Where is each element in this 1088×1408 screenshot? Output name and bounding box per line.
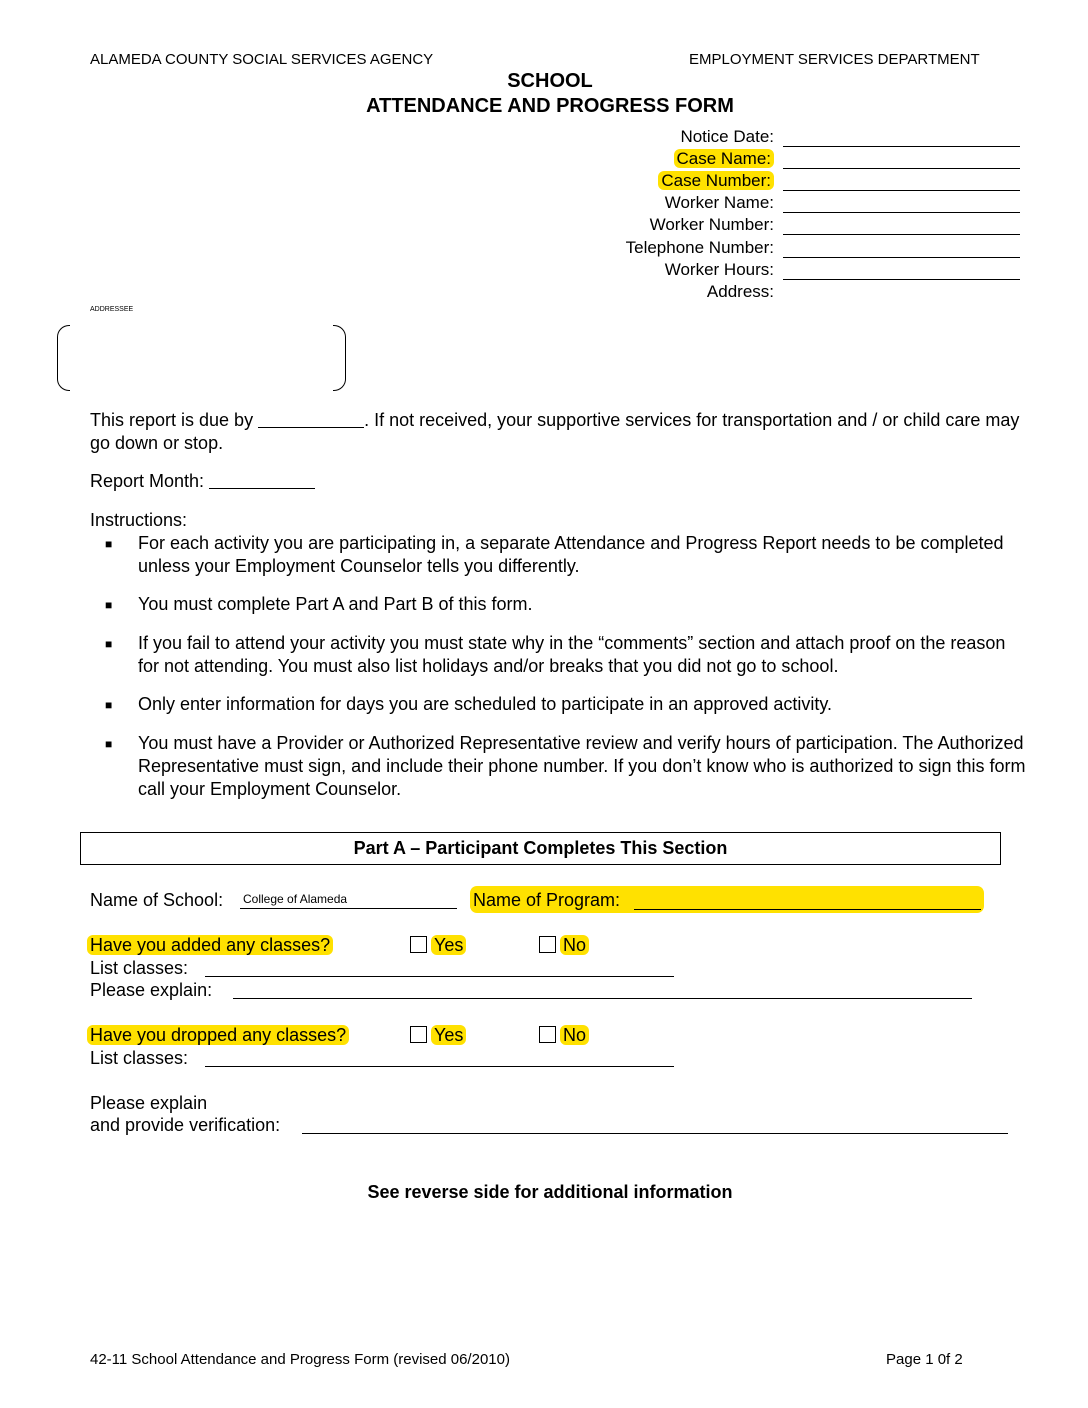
case-number-field[interactable] <box>783 190 1020 191</box>
instruction-item-5: You must have a Provider or Authorized Representative review and verify hours of participation. The Authorized Representative must sign, and include their phone number. If you don’t know who is authorized to sign this form call your Employment Counselor. <box>138 733 1026 799</box>
case-name-field[interactable] <box>783 168 1020 169</box>
due-paragraph: This report is due by . If not received, your supportive services for transportation and / or child care may go down or stop. <box>90 410 1020 453</box>
report-month-field[interactable] <box>209 472 315 489</box>
instruction-item-4: Only enter information for days you are scheduled to participate in an approved activity. <box>138 694 833 714</box>
provide-verification-field[interactable] <box>302 1133 1008 1134</box>
worker-number-field[interactable] <box>783 234 1020 235</box>
instruction-item-1: For each activity you are participating in, a separate Attendance and Progress Report needs to be completed unless your Employment Counselor tells you differently. <box>138 533 1004 576</box>
bullet-1: ■ <box>105 537 113 551</box>
worker-hours-field[interactable] <box>783 279 1020 280</box>
dropped-no-checkbox[interactable] <box>539 1026 556 1043</box>
due-date-field[interactable] <box>258 411 364 428</box>
instruction-item-3: If you fail to attend your activity you must state why in the “comments” section and attach proof on the reason for not attending. You must also list holidays and/or breaks that you did not go to school. <box>138 633 1006 676</box>
footer-form-id: 42-11 School Attendance and Progress Form (revised 06/2010) <box>90 1351 510 1368</box>
added-list-classes-field[interactable] <box>205 976 674 977</box>
bullet-3: ■ <box>105 637 113 651</box>
dropped-list-classes-field[interactable] <box>205 1066 674 1067</box>
footer-page-number: Page 1 0f 2 <box>886 1351 963 1368</box>
added-please-explain-label: Please explain: <box>90 980 213 1000</box>
program-label: Name of Program: <box>473 890 621 910</box>
addressee-bracket-left <box>57 325 70 391</box>
case-name-label: Case Name: <box>474 149 774 169</box>
department-name: EMPLOYMENT SERVICES DEPARTMENT <box>689 51 980 68</box>
bullet-2: ■ <box>105 598 113 612</box>
address-label: Address: <box>706 282 774 301</box>
report-month: Report Month: <box>90 470 315 493</box>
added-yes-checkbox[interactable] <box>410 936 427 953</box>
dropped-please-explain-label: Please explain <box>90 1093 208 1113</box>
added-list-classes-label: List classes: <box>90 958 189 978</box>
school-input[interactable]: College of Alameda <box>240 890 457 909</box>
addressee-bracket-right <box>333 325 346 391</box>
telephone-number-label: Telephone Number: <box>625 238 774 257</box>
school-label: Name of School: <box>90 890 224 910</box>
dropped-no-option[interactable]: No <box>539 1024 589 1047</box>
part-a-heading: Part A – Participant Completes This Section <box>80 832 1001 865</box>
dropped-classes-question: Have you dropped any classes? <box>87 1024 349 1047</box>
telephone-number-field[interactable] <box>783 257 1020 258</box>
dropped-yes-option[interactable]: Yes <box>410 1024 466 1047</box>
addressee-label: ADDRESSEE <box>90 306 134 313</box>
case-number-label: Case Number: <box>474 171 774 191</box>
notice-date-field[interactable] <box>783 146 1020 147</box>
added-yes-option[interactable]: Yes <box>410 934 466 957</box>
instructions-label: Instructions: <box>90 510 188 530</box>
see-reverse-note: See reverse side for additional information <box>367 1182 733 1202</box>
instruction-item-2: You must complete Part A and Part B of this form. <box>138 594 533 614</box>
worker-hours-label: Worker Hours: <box>664 260 774 279</box>
added-no-option[interactable]: No <box>539 934 589 957</box>
form-title-line2: ATTENDANCE AND PROGRESS FORM <box>366 95 734 117</box>
dropped-yes-checkbox[interactable] <box>410 1026 427 1043</box>
form-title-line1: SCHOOL <box>507 70 593 92</box>
added-no-checkbox[interactable] <box>539 936 556 953</box>
notice-date-label: Notice Date: <box>680 127 774 146</box>
agency-name: ALAMEDA COUNTY SOCIAL SERVICES AGENCY <box>90 51 434 68</box>
bullet-5: ■ <box>105 737 113 751</box>
worker-name-field[interactable] <box>783 212 1020 213</box>
added-classes-question: Have you added any classes? <box>87 934 333 957</box>
program-input[interactable] <box>634 890 981 910</box>
worker-number-label: Worker Number: <box>649 215 774 234</box>
worker-name-label: Worker Name: <box>664 193 774 212</box>
dropped-list-classes-label: List classes: <box>90 1048 189 1068</box>
added-please-explain-field[interactable] <box>233 998 972 999</box>
bullet-4: ■ <box>105 698 113 712</box>
provide-verification-label: and provide verification: <box>90 1115 281 1135</box>
